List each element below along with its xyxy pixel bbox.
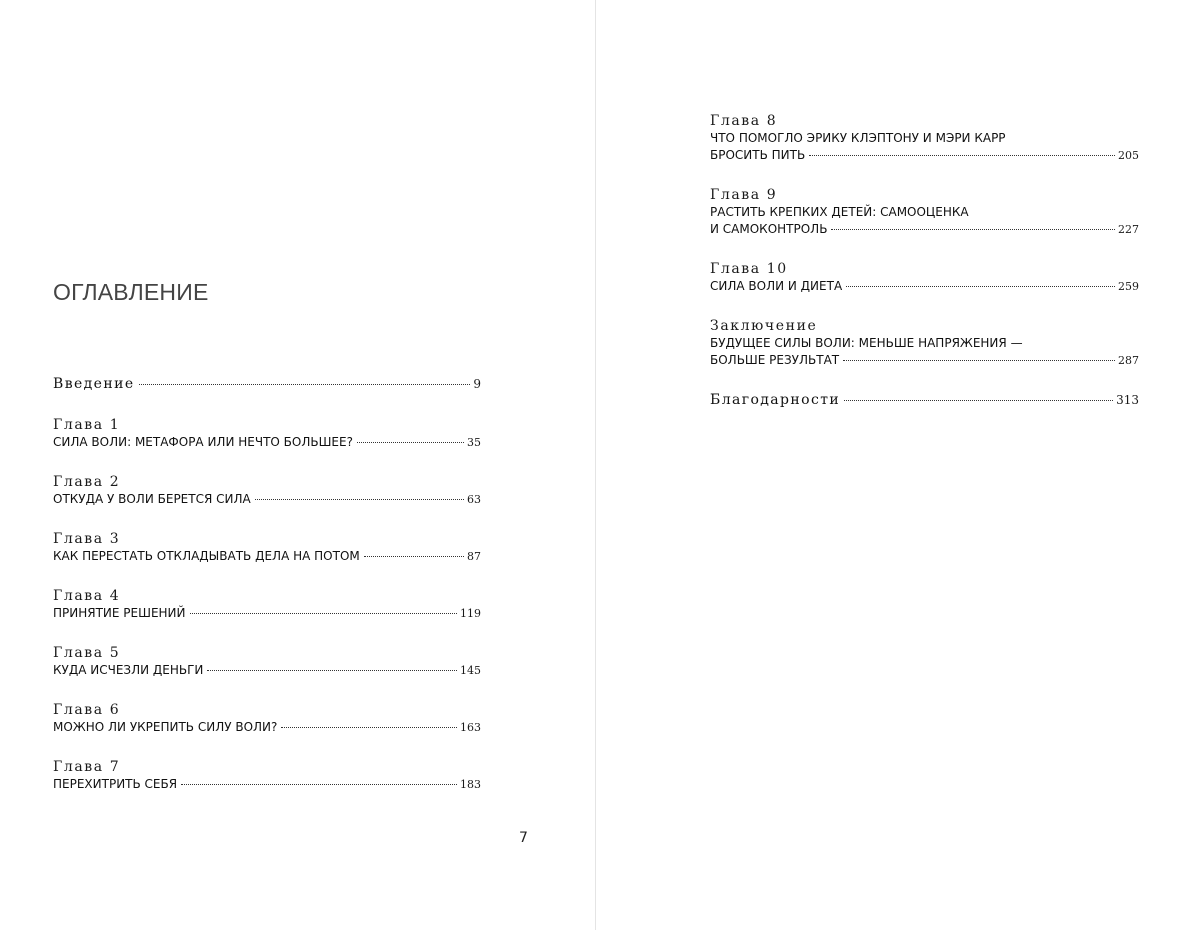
chapter-title-line-2: И САМОКОНТРОЛЬ <box>710 222 828 236</box>
dot-leader <box>846 283 1115 287</box>
chapter-title-line-1: БУДУЩЕЕ СИЛЫ ВОЛИ: МЕНЬШЕ НАПРЯЖЕНИЯ — <box>710 336 1023 350</box>
chapter-label: Глава 8 <box>710 113 778 129</box>
page-number: 9 <box>473 377 481 391</box>
page-number: 313 <box>1116 393 1139 407</box>
chapter-title-line-2: БОЛЬШЕ РЕЗУЛЬТАТ <box>710 353 840 367</box>
toc-entry-chapter-3[interactable] <box>53 531 481 565</box>
dot-leader <box>831 226 1115 230</box>
chapter-title: СИЛА ВОЛИ И ДИЕТА <box>710 279 843 293</box>
dot-leader <box>844 397 1113 401</box>
dot-leader <box>364 553 464 557</box>
dot-leader <box>357 439 464 443</box>
chapter-title: МОЖНО ЛИ УКРЕПИТЬ СИЛУ ВОЛИ? <box>53 720 278 734</box>
page-number: 63 <box>467 493 481 506</box>
dot-leader <box>139 381 471 385</box>
page-number: 35 <box>467 436 481 449</box>
dot-leader <box>181 781 457 785</box>
book-gutter <box>595 0 596 930</box>
page-number: 259 <box>1118 280 1139 293</box>
chapter-label: Глава 1 <box>53 417 121 433</box>
toc-entry-conclusion[interactable] <box>710 318 1139 369</box>
chapter-label: Глава 5 <box>53 645 121 661</box>
dot-leader <box>281 724 457 728</box>
dot-leader <box>809 152 1115 156</box>
chapter-label: Глава 6 <box>53 702 121 718</box>
page-number: 183 <box>460 778 481 791</box>
dot-leader <box>190 610 457 614</box>
toc-entry-chapter-7[interactable] <box>53 759 481 793</box>
intro-label: Введение <box>53 376 135 392</box>
chapter-title-line-1: РАСТИТЬ КРЕПКИХ ДЕТЕЙ: САМООЦЕНКА <box>710 205 969 219</box>
acknowledgments-label: Благодарности <box>710 392 841 408</box>
chapter-label: Глава 10 <box>710 261 788 277</box>
page-number: 87 <box>467 550 481 563</box>
page-number: 205 <box>1118 149 1139 162</box>
toc-entry-chapter-1[interactable] <box>53 417 481 451</box>
chapter-title: ПЕРЕХИТРИТЬ СЕБЯ <box>53 777 178 791</box>
toc-entry-chapter-6[interactable] <box>53 702 481 736</box>
toc-entry-chapter-10[interactable] <box>710 261 1139 295</box>
toc-entry-chapter-4[interactable] <box>53 588 481 622</box>
toc-entry-acknowledgments[interactable] <box>710 392 1139 409</box>
dot-leader <box>207 667 457 671</box>
toc-entry-chapter-8[interactable] <box>710 113 1139 164</box>
page-number: 145 <box>460 664 481 677</box>
toc-entry-chapter-2[interactable] <box>53 474 481 508</box>
chapter-title: СИЛА ВОЛИ: МЕТАФОРА ИЛИ НЕЧТО БОЛЬШЕЕ? <box>53 435 353 449</box>
page-number: 163 <box>460 721 481 734</box>
chapter-label: Глава 4 <box>53 588 121 604</box>
chapter-label: Глава 9 <box>710 187 778 203</box>
chapter-title-line-2: БРОСИТЬ ПИТЬ <box>710 148 806 162</box>
dot-leader <box>255 496 464 500</box>
chapter-title: КУДА ИСЧЕЗЛИ ДЕНЬГИ <box>53 663 204 677</box>
chapter-title-line-1: ЧТО ПОМОГЛО ЭРИКУ КЛЭПТОНУ И МЭРИ КАРР <box>710 131 1006 145</box>
chapter-label: Глава 2 <box>53 474 121 490</box>
chapter-title: ОТКУДА У ВОЛИ БЕРЕТСЯ СИЛА <box>53 492 251 506</box>
chapter-title: КАК ПЕРЕСТАТЬ ОТКЛАДЫВАТЬ ДЕЛА НА ПОТОМ <box>53 549 360 563</box>
page-number: 119 <box>460 607 481 620</box>
left-page <box>0 0 595 930</box>
page-number: 227 <box>1118 223 1139 236</box>
chapter-label: Глава 7 <box>53 759 121 775</box>
page-number: 287 <box>1118 354 1139 367</box>
toc-entry-introduction[interactable] <box>53 376 481 393</box>
chapter-label: Глава 3 <box>53 531 121 547</box>
right-page <box>597 0 1198 930</box>
page-folio: 7 <box>519 830 528 846</box>
toc-title: ОГЛАВЛЕНИЕ <box>53 279 209 305</box>
dot-leader <box>843 357 1115 361</box>
toc-entry-chapter-5[interactable] <box>53 645 481 679</box>
chapter-label: Заключение <box>710 318 818 334</box>
chapter-title: ПРИНЯТИЕ РЕШЕНИЙ <box>53 606 186 620</box>
toc-entry-chapter-9[interactable] <box>710 187 1139 238</box>
